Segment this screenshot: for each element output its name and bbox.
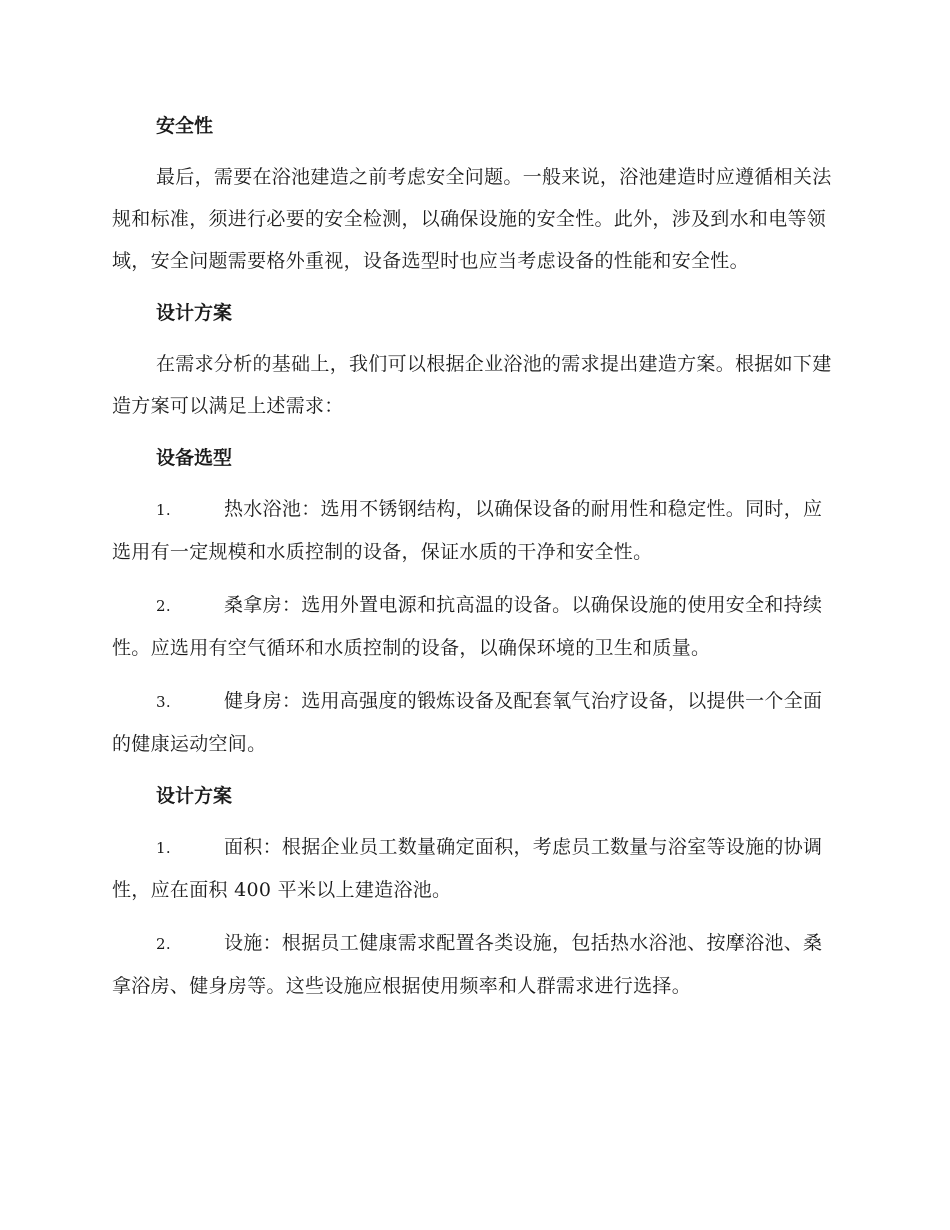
list-item xyxy=(112,584,834,669)
list-item-text: 健身房：选用高强度的锻炼设备及配套氧气治疗设备，以提供一个全面的健康运动空间。 xyxy=(112,690,823,755)
list-item-number: 2. xyxy=(156,597,171,615)
section-heading-equipment-selection: 设备选型 xyxy=(156,447,233,469)
list-item xyxy=(112,826,834,911)
list-item-text: 面积：根据企业员工数量确定面积，考虑员工数量与浴室等设施的协调性，应在面积 400 平米以上建造浴池。 xyxy=(112,836,823,901)
list-item xyxy=(112,488,834,573)
list-item xyxy=(112,680,834,765)
safety-paragraph: 最后，需要在浴池建造之前考虑安全问题。一般来说，浴池建造时应遵循相关法规和标准，须进行必要的安全检测，以确保设施的安全性。此外，涉及到水和电等领域，安全问题需要格外重视，设备选型时也应当考虑设备的性能和安全性。 xyxy=(112,166,832,272)
list-item-text: 热水浴池：选用不锈钢结构，以确保设备的耐用性和稳定性。同时，应选用有一定规模和水质控制的设备，保证水质的干净和安全性。 xyxy=(112,498,823,563)
list-item xyxy=(112,922,834,1007)
list-item-number: 1. xyxy=(156,501,171,519)
document-body xyxy=(112,106,834,1018)
section-heading-safety: 安全性 xyxy=(156,115,214,137)
list-item-text: 设施：根据员工健康需求配置各类设施，包括热水浴池、按摩浴池、桑拿浴房、健身房等。这些设施应根据使用频率和人群需求进行选择。 xyxy=(112,932,823,997)
section-heading-design-plan-2: 设计方案 xyxy=(156,785,233,807)
design-plan-paragraph: 在需求分析的基础上，我们可以根据企业浴池的需求提出建造方案。根据如下建造方案可以满足上述需求： xyxy=(112,353,832,417)
list-item-number: 1. xyxy=(156,839,171,857)
section-heading-design-plan: 设计方案 xyxy=(156,302,233,324)
list-item-number: 2. xyxy=(156,935,171,953)
list-item-number: 3. xyxy=(156,693,171,711)
list-item-text: 桑拿房：选用外置电源和抗高温的设备。以确保设施的使用安全和持续性。应选用有空气循环和水质控制的设备，以确保环境的卫生和质量。 xyxy=(112,594,823,659)
